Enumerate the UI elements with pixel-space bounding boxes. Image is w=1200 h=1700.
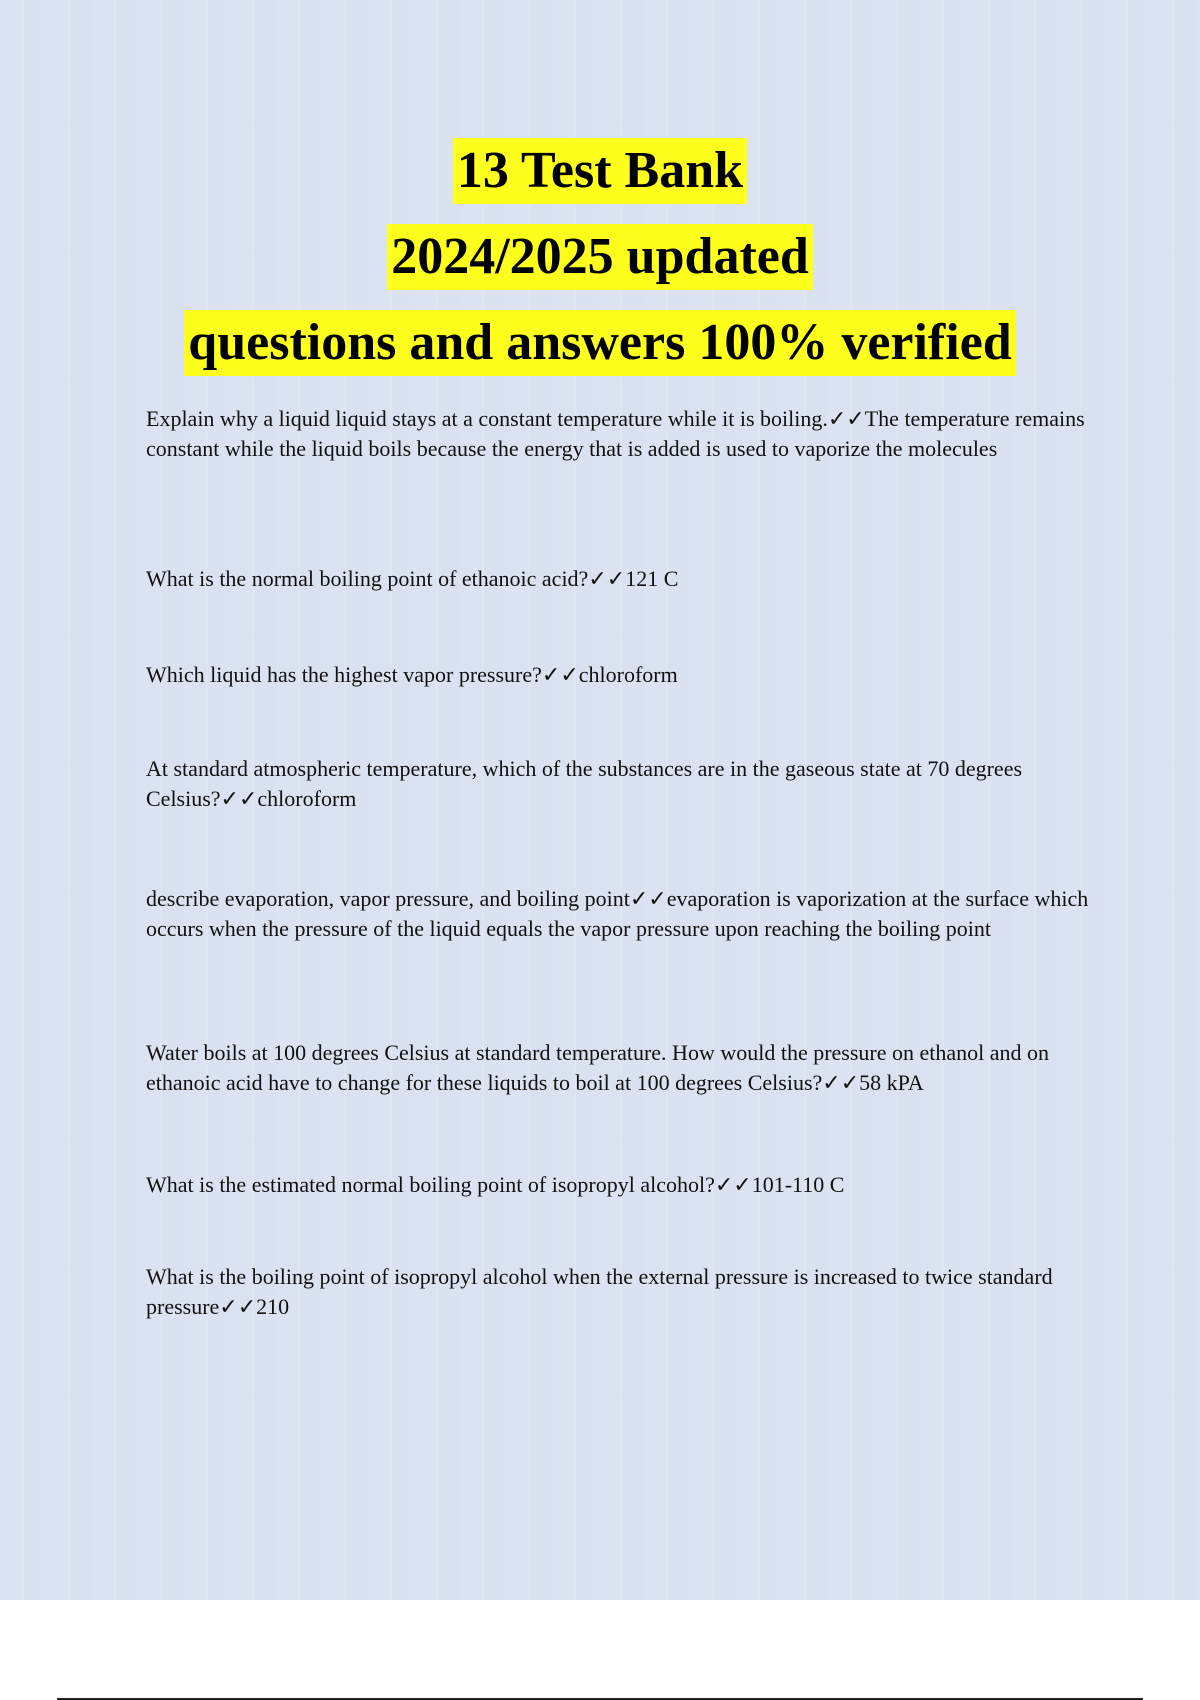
title-text-1: 13 Test Bank: [453, 138, 747, 204]
qa-item-8: What is the boiling point of isopropyl alcohol when the external pressure is increased to twice standard pressure✓✓210: [146, 1264, 1053, 1319]
title-line-1: [0, 138, 1200, 224]
qa-item-4: At standard atmospheric temperature, which of the substances are in the gaseous state at 70 degrees Celsius?✓✓chloroform: [146, 756, 1023, 811]
document-title: [0, 138, 1200, 396]
qa-item-5: describe evaporation, vapor pressure, and boiling point✓✓evaporation is vaporization at the surface which occurs when the pressure of the liquid equals the vapor pressure upon reaching the boiling point: [146, 886, 1089, 941]
qa-item-1: Explain why a liquid liquid stays at a constant temperature while it is boiling.✓✓The temperature remains constant while the liquid boils because the energy that is added is used to vaporize the molecules: [146, 406, 1085, 461]
qa-item-3: Which liquid has the highest vapor pressure?✓✓chloroform: [146, 662, 678, 687]
qa-item-2: What is the normal boiling point of ethanoic acid?✓✓121 C: [146, 566, 679, 591]
title-text-2: 2024/2025 updated: [387, 224, 813, 290]
title-line-3: [0, 310, 1200, 396]
qa-item-7: What is the estimated normal boiling point of isopropyl alcohol?✓✓101-110 C: [146, 1172, 845, 1197]
qa-item-6: Water boils at 100 degrees Celsius at standard temperature. How would the pressure on ethanol and on ethanoic acid have to change for these liquids to boil at 100 degrees Celsius?✓✓58 kPA: [146, 1040, 1050, 1095]
title-line-2: [0, 224, 1200, 310]
title-text-3: questions and answers 100% verified: [184, 310, 1015, 376]
